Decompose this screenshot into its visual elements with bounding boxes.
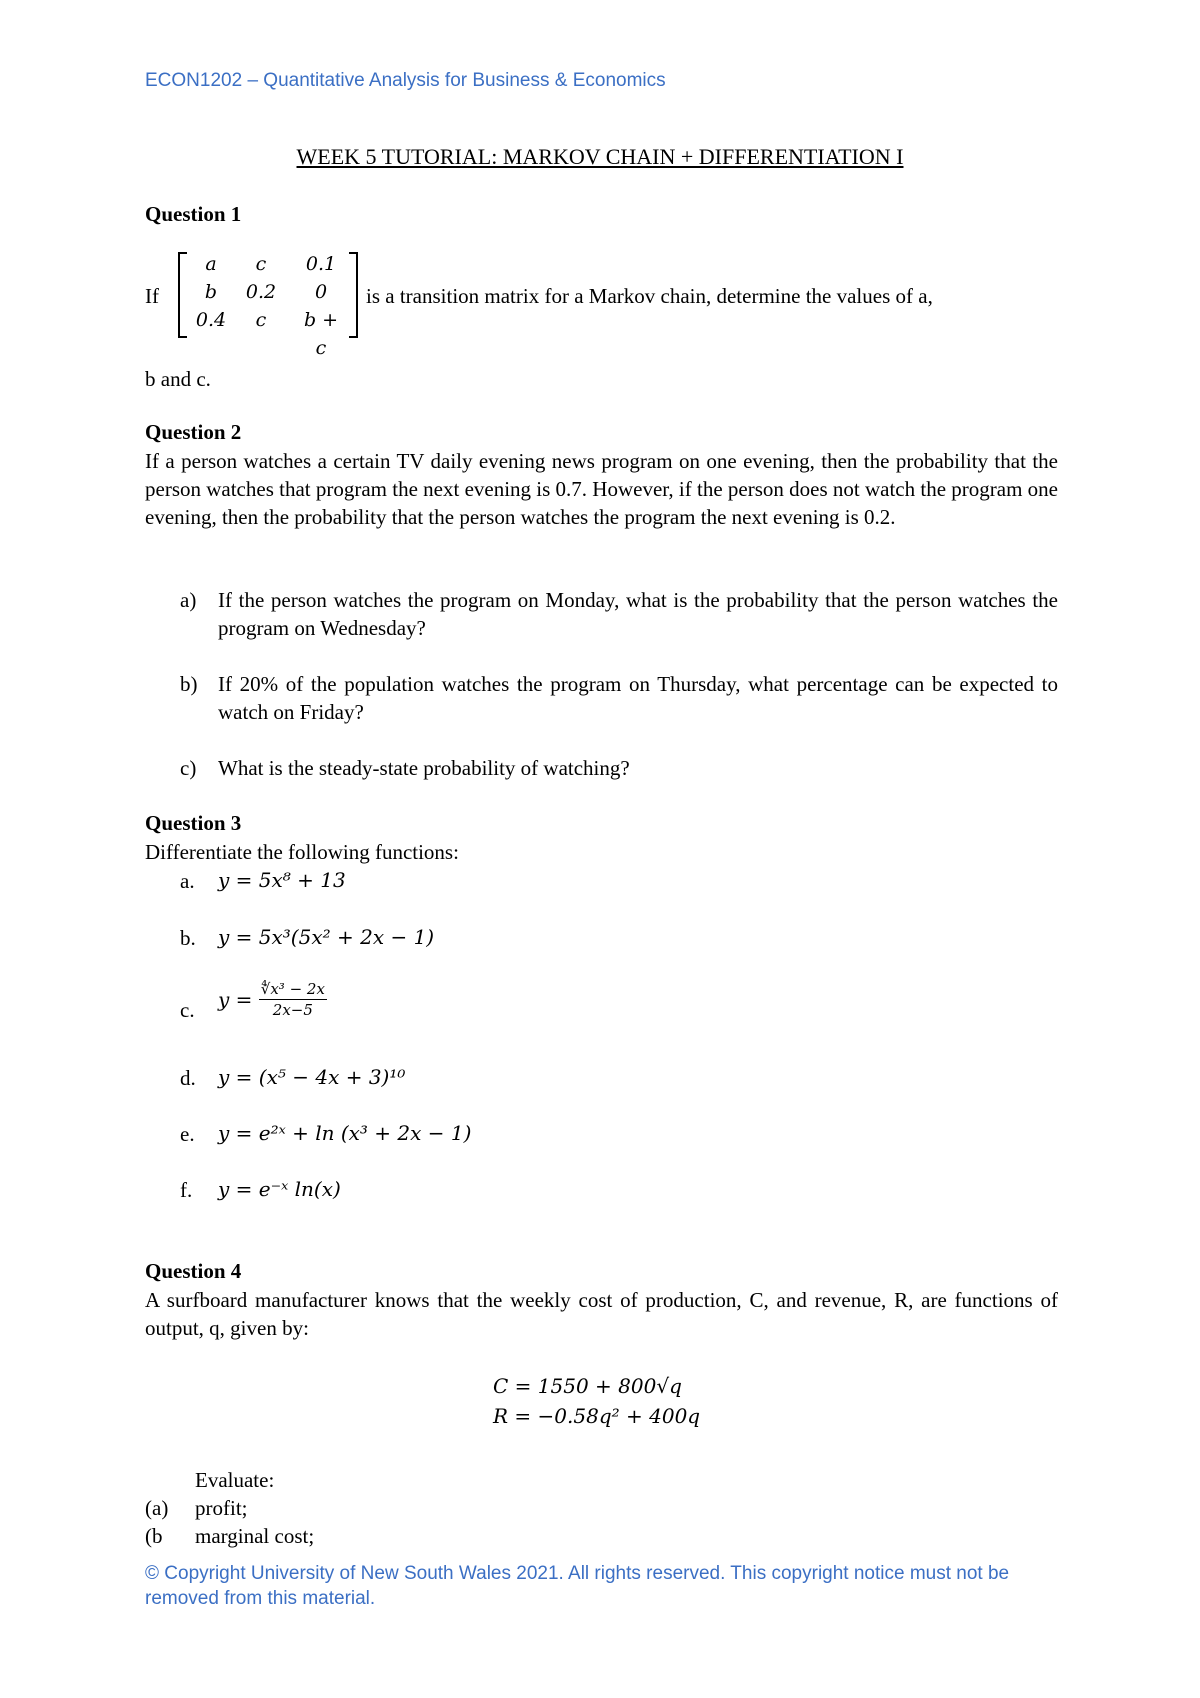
question-3-expression: y = 5x³(5x² + 2x − 1): [218, 925, 435, 949]
question-3-item-label: b.: [180, 926, 196, 950]
matrix-cell: 0.4: [195, 309, 227, 331]
question-1-heading: Question 1: [145, 202, 242, 226]
matrix-cell: 0.1: [305, 253, 337, 275]
question-2-part-label: b): [180, 672, 198, 696]
question-3-item-label: c.: [180, 998, 195, 1022]
revenue-equation: R = −0.58q² + 400q: [493, 1404, 701, 1428]
question-4-part-text: profit;: [195, 1496, 248, 1520]
question-4-heading: Question 4: [145, 1259, 242, 1283]
question-2-part-text: If the person watches the program on Monday, what is the probability that the person watches the program on Wednesday?: [218, 588, 1058, 640]
fraction: [259, 980, 327, 1019]
question-2-part-label: c): [180, 756, 197, 780]
question-3-item-label: e.: [180, 1122, 195, 1146]
question-3-expression: y = 5x⁸ + 13: [218, 868, 346, 892]
matrix-cell: b: [204, 281, 218, 303]
question-1-prefix: If: [145, 284, 159, 308]
matrix-right-bracket: [349, 252, 358, 338]
fraction-numerator: ∜x³ − 2x: [260, 980, 325, 998]
matrix-cell: a: [205, 253, 217, 275]
question-3-item-label: f.: [180, 1178, 193, 1202]
question-2-part-text: If 20% of the population watches the program on Thursday, what percentage can be expected to watch on Friday?: [218, 672, 1058, 724]
matrix-cell: c: [255, 309, 267, 331]
fraction-denominator: 2x−5: [272, 1001, 313, 1019]
question-3-item-label: d.: [180, 1066, 196, 1090]
question-2-body: If a person watches a certain TV daily evening news program on one evening, then the probability that the person watches that program the next evening is 0.7. However, if the person does not watch the program one evening, then the probability that the person watches the program the next evening is 0.2.: [145, 449, 1058, 529]
question-3-intro: Differentiate the following functions:: [145, 840, 459, 864]
question-2-heading: Question 2: [145, 420, 242, 444]
question-2-part-text: What is the steady-state probability of watching?: [218, 756, 630, 780]
question-3-expression: y = e⁻ˣ ln(x): [218, 1177, 341, 1201]
question-1-suffix: is a transition matrix for a Markov chain, determine the values of a,: [366, 284, 933, 308]
question-1-continuation: b and c.: [145, 367, 211, 391]
question-2-part-label: a): [180, 588, 197, 612]
matrix-cell: 0.2: [245, 281, 277, 303]
question-4-part-text: marginal cost;: [195, 1524, 315, 1548]
cost-equation: C = 1550 + 800√q: [493, 1374, 682, 1398]
evaluate-label: Evaluate:: [195, 1468, 275, 1492]
matrix-cell: b + c: [303, 309, 339, 359]
page-title: WEEK 5 TUTORIAL: MARKOV CHAIN + DIFFERENTIATION I: [296, 144, 904, 169]
question-4-body: A surfboard manufacturer knows that the weekly cost of production, C, and revenue, R, are functions of output, q, given by:: [145, 1288, 1058, 1340]
question-4-part-label: (b: [145, 1524, 163, 1548]
copyright-footer: © Copyright University of New South Wales 2021. All rights reserved. This copyright notice must not be removed from this material.: [145, 1563, 1010, 1609]
question-4-part-label: (a): [145, 1496, 169, 1520]
fraction-lhs: y =: [218, 987, 253, 1012]
document-header: ECON1202 – Quantitative Analysis for Business & Economics: [145, 70, 666, 91]
question-3-fraction-expression: [218, 980, 327, 1019]
question-3-expression: y = e²ˣ + ln (x³ + 2x − 1): [218, 1121, 472, 1145]
matrix-cell: c: [255, 253, 267, 275]
matrix-cell: 0: [314, 281, 328, 303]
transition-matrix: [178, 252, 358, 359]
question-3-item-label: a.: [180, 869, 195, 893]
question-3-expression: y = (x⁵ − 4x + 3)¹⁰: [218, 1065, 406, 1089]
question-3-heading: Question 3: [145, 811, 242, 835]
